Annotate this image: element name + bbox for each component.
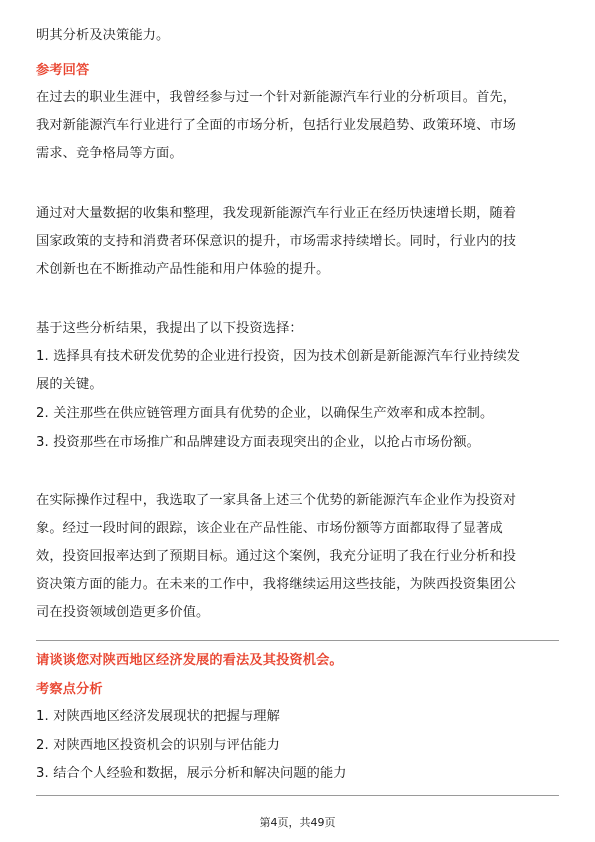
paragraph-line: 效，投资回报率达到了预期目标。通过这个案例，我充分证明了我在行业分析和投 <box>36 549 517 564</box>
list-item: 3. 结合个人经验和数据，展示分析和解决问题的能力 <box>36 766 347 781</box>
list-item: 1. 选择具有技术研发优势的企业进行投资，因为技术创新是新能源汽车行业持续发 <box>36 349 521 364</box>
paragraph-line: 我对新能源汽车行业进行了全面的市场分析，包括行业发展趋势、政策环境、市场 <box>36 118 517 133</box>
section-divider <box>36 640 559 641</box>
paragraph-line: 资决策方面的能力。在未来的工作中，我将继续运用这些技能，为陕西投资集团公 <box>36 577 517 592</box>
list-item: 2. 关注那些在供应链管理方面具有优势的企业，以确保生产效率和成本控制。 <box>36 406 494 421</box>
paragraph-line: 通过对大量数据的收集和整理，我发现新能源汽车行业正在经历快速增长期，随着 <box>36 206 517 221</box>
list-item: 3. 投资那些在市场推广和品牌建设方面表现突出的企业，以抢占市场份额。 <box>36 435 481 450</box>
paragraph-line: 术创新也在不断推动产品性能和用户体验的提升。 <box>36 262 330 277</box>
footer-divider <box>36 795 559 796</box>
paragraph-line: 司在投资领域创造更多价值。 <box>36 605 210 620</box>
paragraph-line: 在过去的职业生涯中，我曾经参与过一个针对新能源汽车行业的分析项目。首先， <box>36 90 517 105</box>
page-number: 第4页，共49页 <box>259 816 336 829</box>
paragraph-line: 基于这些分析结果，我提出了以下投资选择： <box>36 321 303 336</box>
question-heading: 请谈谈您对陕西地区经济发展的看法及其投资机会。 <box>36 653 343 668</box>
paragraph-line: 象。经过一段时间的跟踪，该企业在产品性能、市场份额等方面都取得了显著成 <box>36 521 503 536</box>
list-item: 1. 对陕西地区经济发展现状的把握与理解 <box>36 709 280 724</box>
answer-heading: 参考回答 <box>36 63 90 78</box>
paragraph-line: 在实际操作过程中，我选取了一家具备上述三个优势的新能源汽车企业作为投资对 <box>36 493 517 508</box>
paragraph-line: 需求、竞争格局等方面。 <box>36 146 183 161</box>
paragraph-line: 国家政策的支持和消费者环保意识的提升，市场需求持续增长。同时，行业内的技 <box>36 234 517 249</box>
top-line: 明其分析及决策能力。 <box>36 28 170 43</box>
list-item: 2. 对陕西地区投资机会的识别与评估能力 <box>36 738 280 753</box>
list-item: 展的关键。 <box>36 377 103 392</box>
analysis-heading: 考察点分析 <box>36 682 103 697</box>
